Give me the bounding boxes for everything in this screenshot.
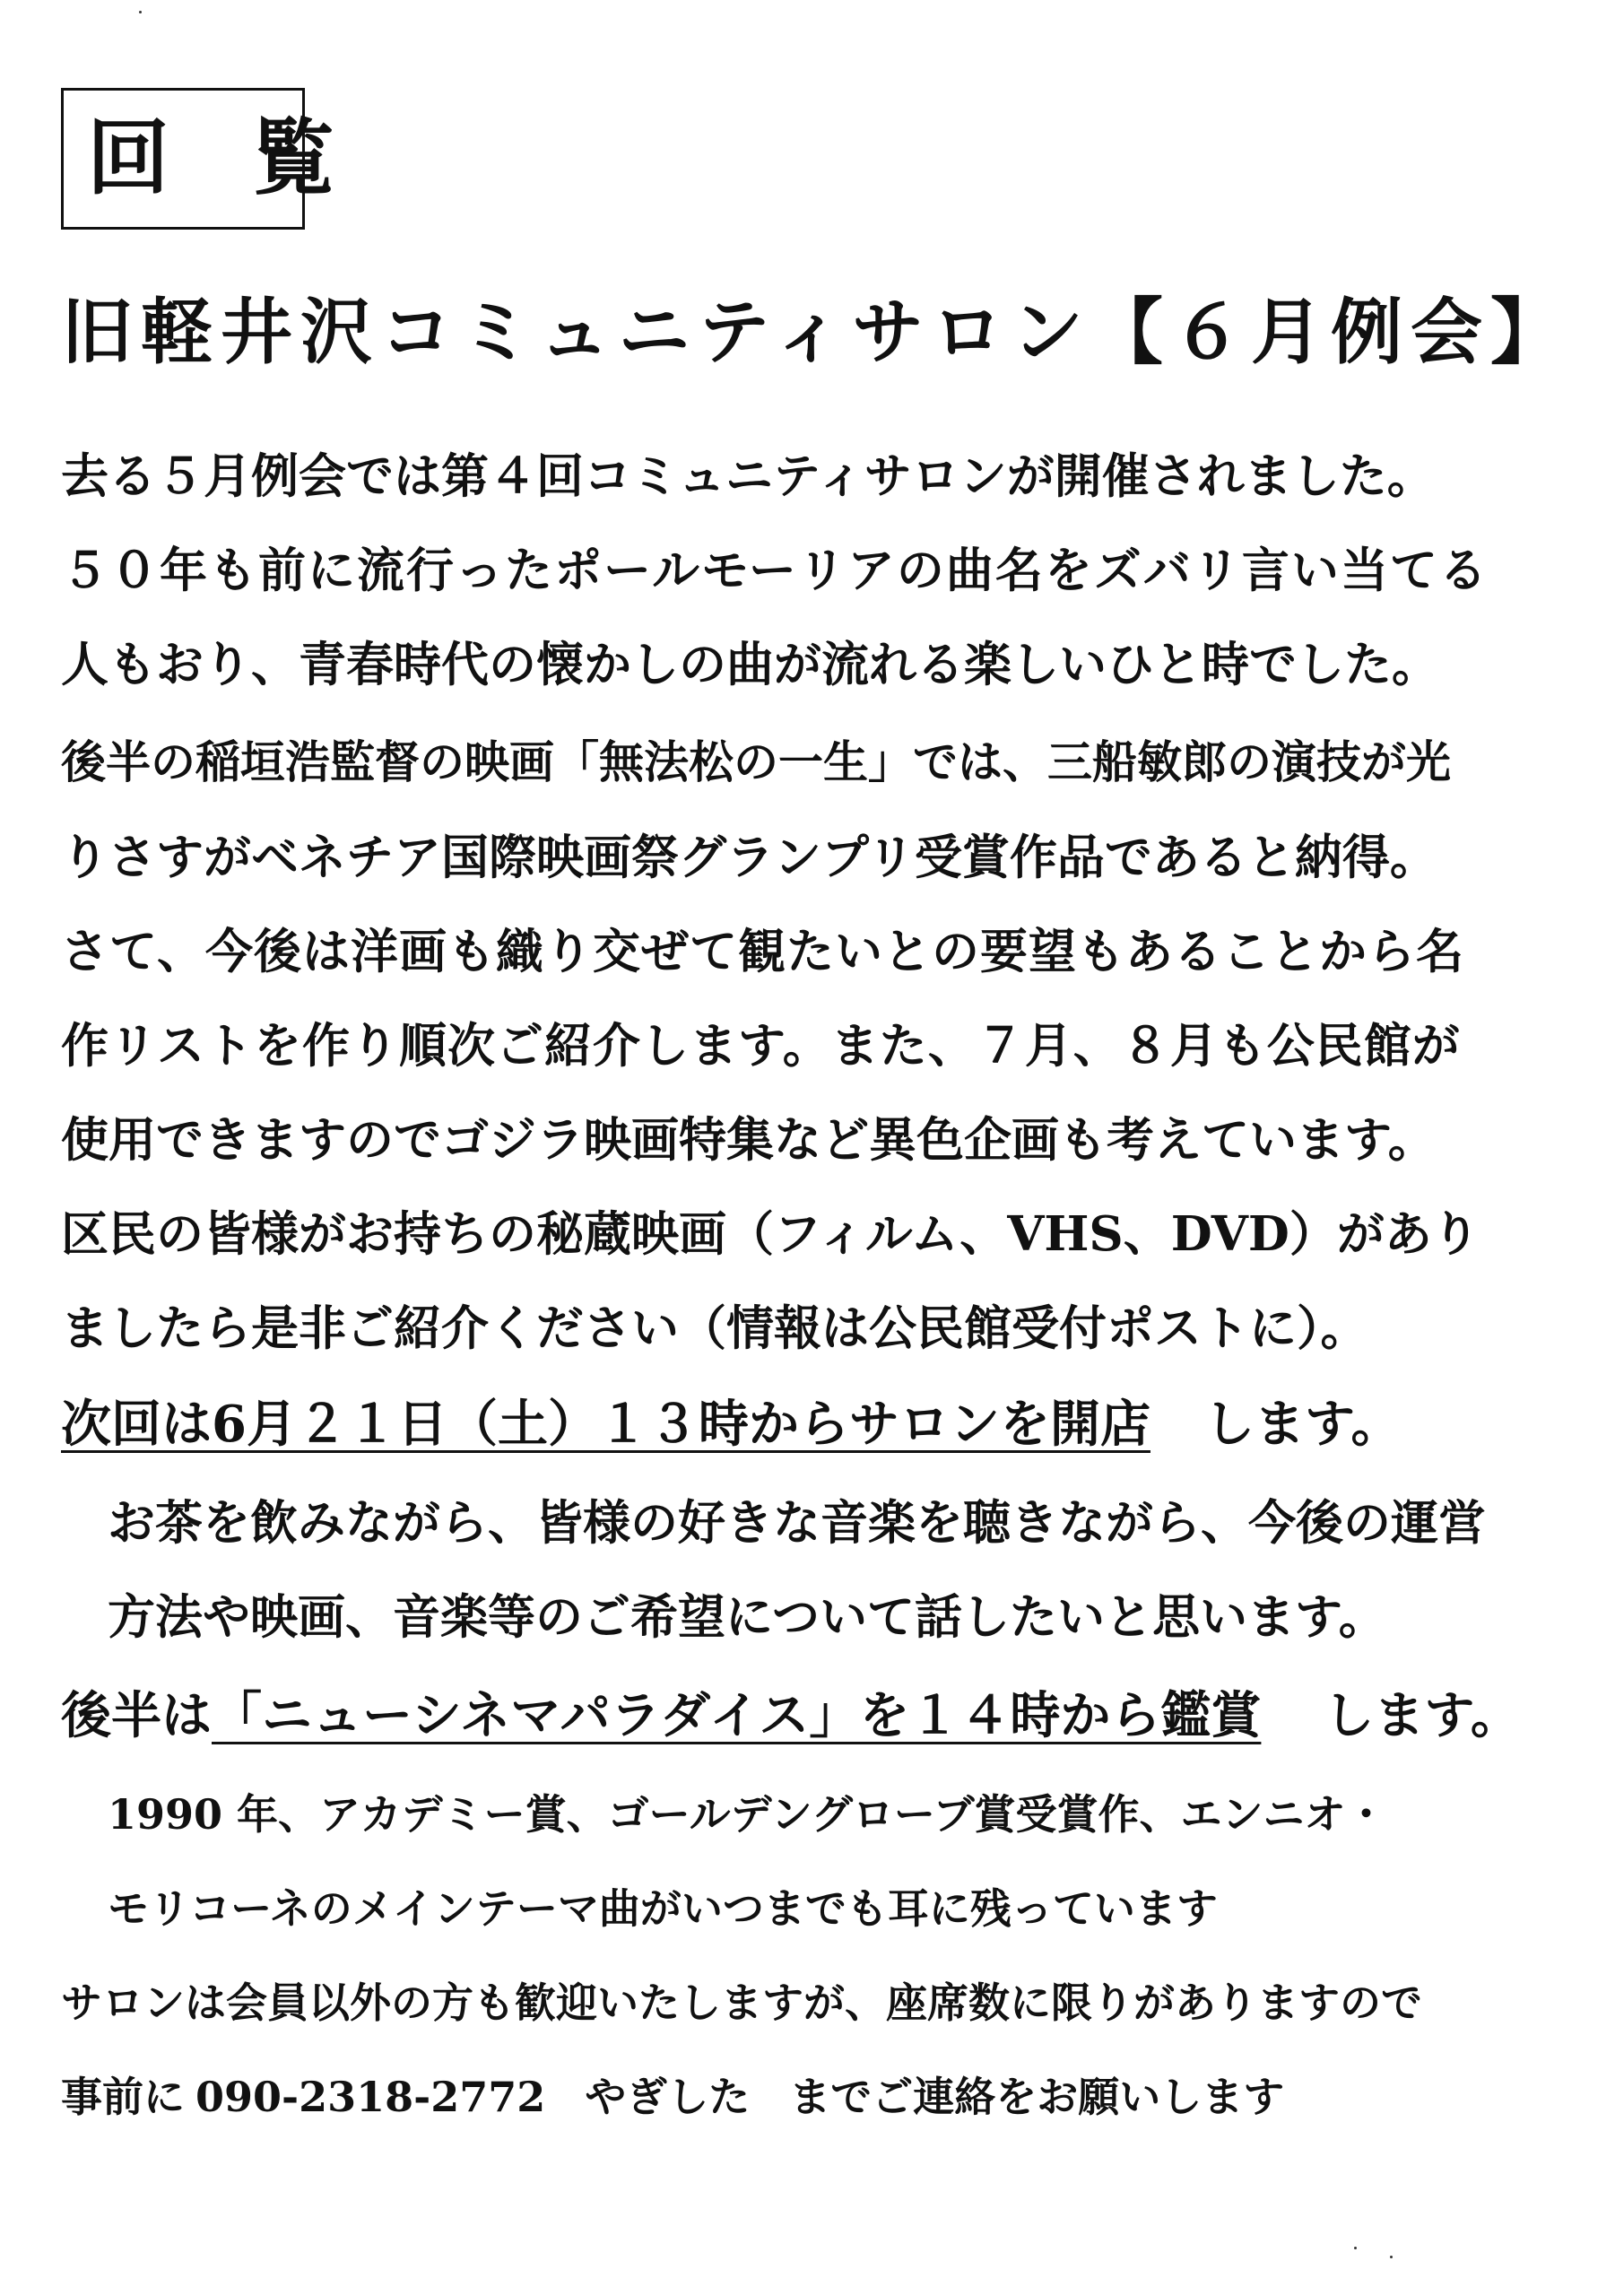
screening-title: 「ニューシネマパラダイス」を１４時から鑑賞 [212,1686,1262,1745]
screening-prefix: 後半は [61,1686,212,1745]
body-line: 区民の皆様がお持ちの秘蔵映画（フィルム、VHS、DVD）があり [61,1206,1480,1262]
body-line: 人もおり、青春時代の懐かしの曲が流れる楽しいひと時でした。 [61,637,1439,692]
next-session-line [61,1395,1402,1454]
contact-name: やぎした [585,2073,751,2121]
film-desc-line: 1990 年、アカデミー賞、ゴールデングローブ賞受賞作、エンニオ・ [108,1790,1387,1839]
body-line: りさすがベネチア国際映画祭グランプリ受賞作品であると納得。 [61,830,1437,885]
screening-suffix: します。 [1324,1686,1521,1745]
body-line: 後半の稲垣浩監督の映画「無法松の一生」では、三船敏郎の演技が光 [61,735,1451,788]
body-line: 作リストを作り順次ご紹介します。また、７月、８月も公民館が [61,1018,1461,1074]
film-desc-line: モリコーネのメインテーマ曲がいつまでも耳に残っています [108,1884,1218,1933]
next-session-date: 次回は6月２１日（土）１３時からサロンを開店 [61,1395,1150,1454]
body-line: さて、今後は洋画も織り交ぜて観たいとの要望もあることから名 [61,924,1464,979]
notice-line: サロンは会員以外の方も歓迎いたしますが、座席数に限りがありますので [61,1979,1422,2027]
screening-line [61,1686,1521,1745]
next-session-suffix: します。 [1203,1395,1402,1454]
salon-desc-line: 方法や映画、音楽等のご希望について話したいと思います。 [108,1589,1386,1645]
contact-phone: 090-2318-2772 [195,2073,546,2121]
scan-speck [139,11,142,13]
contact-suffix: までご連絡をお願いします [789,2073,1285,2121]
scan-speck [1354,2247,1357,2249]
contact-line [61,2073,1285,2121]
notice-title: 旧軽井沢コミュニティサロン【６月例会】 [61,290,1570,374]
circulation-stamp: 回 覧 [61,88,305,230]
body-line: 去る５月例会では第４回コミュニティサロンが開催されました。 [61,448,1435,504]
body-line: ましたら是非ご紹介ください（情報は公民館受付ポストに）。 [61,1300,1368,1356]
contact-prefix: 事前に [61,2073,185,2121]
salon-desc-line: お茶を飲みながら、皆様の好きな音楽を聴きながら、今後の運営 [108,1495,1486,1551]
body-line: 使用できますのでゴジラ映画特集など異色企画も考えています。 [61,1112,1436,1168]
body-line: ５０年も前に流行ったポールモーリアの曲名をズバリ言い当てる [61,543,1489,598]
scan-speck [1390,2256,1393,2258]
